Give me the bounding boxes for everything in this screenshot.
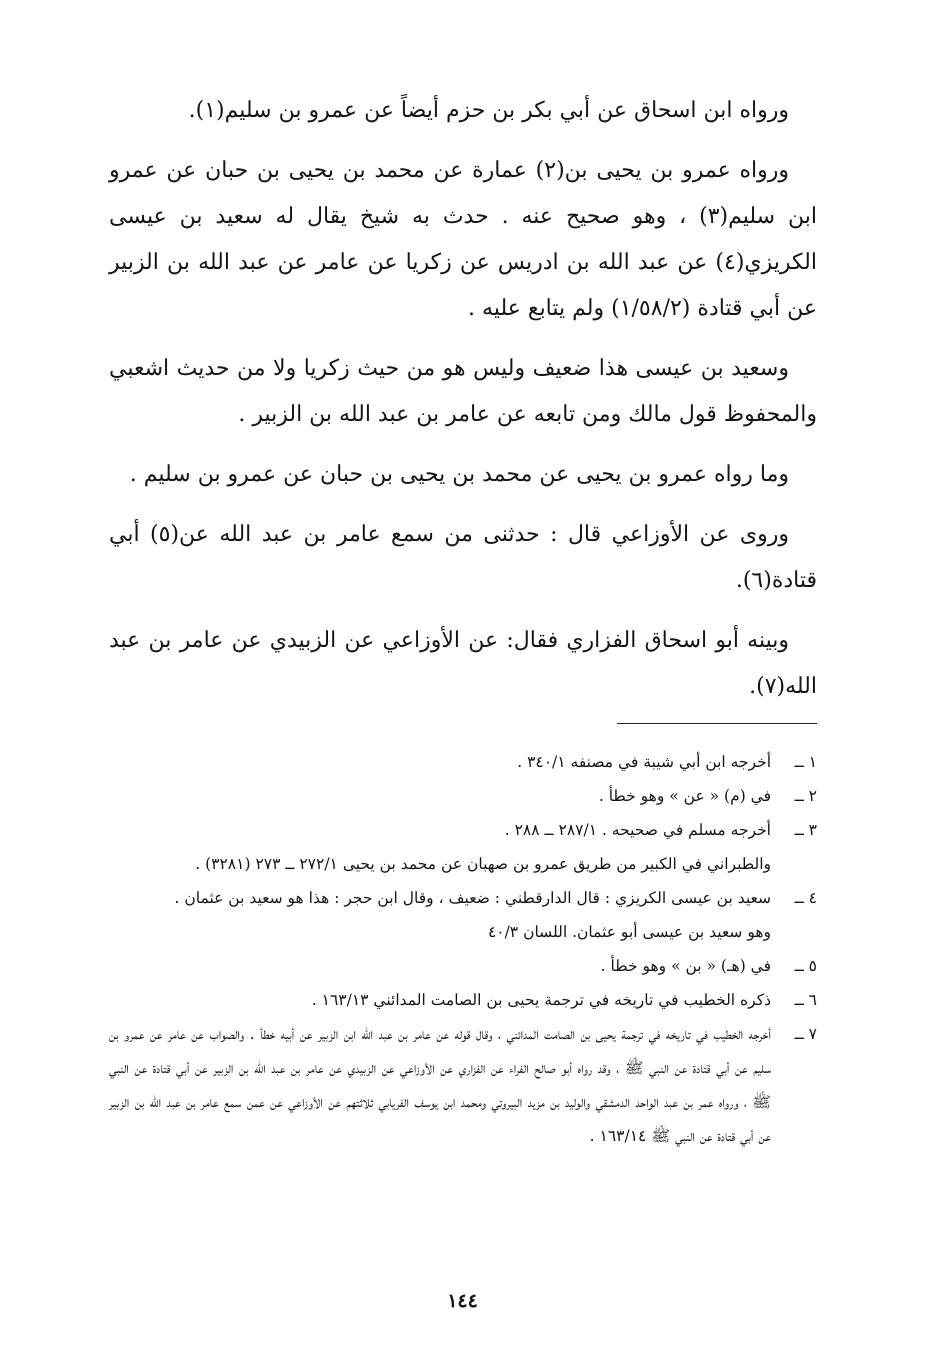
- footnote-divider: [617, 723, 817, 724]
- footnote-number: ٥ ــ: [794, 957, 817, 975]
- footnote-number: ٦ ــ: [794, 991, 817, 1009]
- paragraph-1: ورواه ابن اسحاق عن أبي بكر بن حزم أيضاً عن عمرو بن سليم(١).: [188, 98, 789, 123]
- paragraph-4: وما رواه عمرو بن يحيى عن محمد بن يحيى بن حبان عن عمرو بن سليم .: [129, 462, 789, 487]
- footnote-line: سعيد بن عيسى الكريزي : قال الدارقطني : ضعيف ، وقال ابن حجر : هذا هو سعيد بن عثمان .: [174, 889, 771, 907]
- footnote-text: أخرجه ابن أبي شيبة في مصنفه ٣٤٠/١ .: [517, 753, 771, 771]
- footnote-text: ذكره الخطيب في تاريخه في ترجمة يحيى بن الصامت المدائني ١٦٣/١٣ .: [311, 991, 771, 1009]
- footnote-number: ٤ ــ: [794, 889, 817, 907]
- paragraph-5: وروى عن الأوزاعي قال : حدثنى من سمع عامر بن عبد الله عن(٥) أبي قتادة(٦).: [109, 522, 817, 593]
- footnote-2: [109, 779, 817, 813]
- footnote-1: [109, 745, 817, 779]
- footnote-5: [109, 949, 817, 983]
- footnote-number: ٢ ــ: [794, 787, 817, 805]
- footnote-text: في (هـ) « بن » وهو خطأ .: [600, 957, 771, 975]
- footnote-text: والطبراني في الكبير من طريق عمرو بن صهبان عن محمد بن يحيى ٢٧٢/١ ــ ٢٧٣ (٣٢٨١) .: [195, 855, 771, 873]
- footnote-text: في (م) « عن » وهو خطأ .: [598, 787, 771, 805]
- paragraph-3: وسعيد بن عيسى هذا ضعيف وليس هو من حيث زكريا ولا من حديث اشعبي والمحفوظ قول مالك ومن تابعه عن عامر بن عبد الله بن الزبير .: [109, 356, 817, 427]
- footnotes: [109, 745, 817, 1153]
- footnote-number: ٧ ــ: [794, 1025, 817, 1043]
- footnote-line: وهو سعيد بن عيسى أبو عثمان. اللسان ٤٠/٣: [487, 923, 771, 941]
- footnote-text: [109, 881, 771, 949]
- footnote-3-continuation: [109, 847, 817, 881]
- main-text: [109, 88, 817, 724]
- footnote-6: [109, 983, 817, 1017]
- footnote-4: [109, 881, 817, 949]
- paragraph-2: ورواه عمرو بن يحيى بن(٢) عمارة عن محمد بن يحيى بن حبان عن عمرو ابن سليم(٣) ، وهو صحيح عنه . حدث به شيخ يقال له سعيد بن عيسى الكريزي(٤) عن عبد الله بن ادريس عن زكريا عن عامر عن عبد الله بن الزبير عن أبي قتادة (١/٥٨/٢) ولم يتابع عليه .: [109, 158, 818, 321]
- footnote-3: [109, 813, 817, 847]
- footnote-number: ٣ ــ: [794, 821, 817, 839]
- footnote-text: أخرجه مسلم في صحيحه . ٢٨٧/١ ــ ٢٨٨ .: [504, 821, 771, 839]
- footnote-7: [109, 1017, 817, 1153]
- paragraph-6: وبينه أبو اسحاق الفزاري فقال: عن الأوزاعي عن الزبيدي عن عامر بن عبد الله(٧).: [109, 628, 817, 699]
- footnote-text: أخرجه الخطيب في تاريخه في ترجمة يحيى بن الصامت المدائني ، وقال قوله عن عامر بن عبد الله ابن الزبير عن أبيه خطأ . والصواب عن عامر عن عمرو بن سليم عن أبي قتادة عن النبي ﷺ ، وقد رواه أبو صالح الفراء عن الفزاري عن الأوزاعي عن الزبيدي عن عامر بن عبد الله بن الزبير عن أبي قتادة عن النبي ﷺ ، ورواه عمر بن عبد الواحد الدمشقي والوليد بن مزيد البيروتي ومحمد ابن يوسف الفريابي ثلاثتهم عن الأوزاعي عن عمن سمع عامر بن عبد الله بن الزبير عن أبي قتادة عن النبي ﷺ ١٦٣/١٤ .: [109, 1025, 771, 1145]
- page-number: ١٤٤: [447, 1290, 478, 1312]
- footnote-number: ١ ــ: [794, 753, 817, 771]
